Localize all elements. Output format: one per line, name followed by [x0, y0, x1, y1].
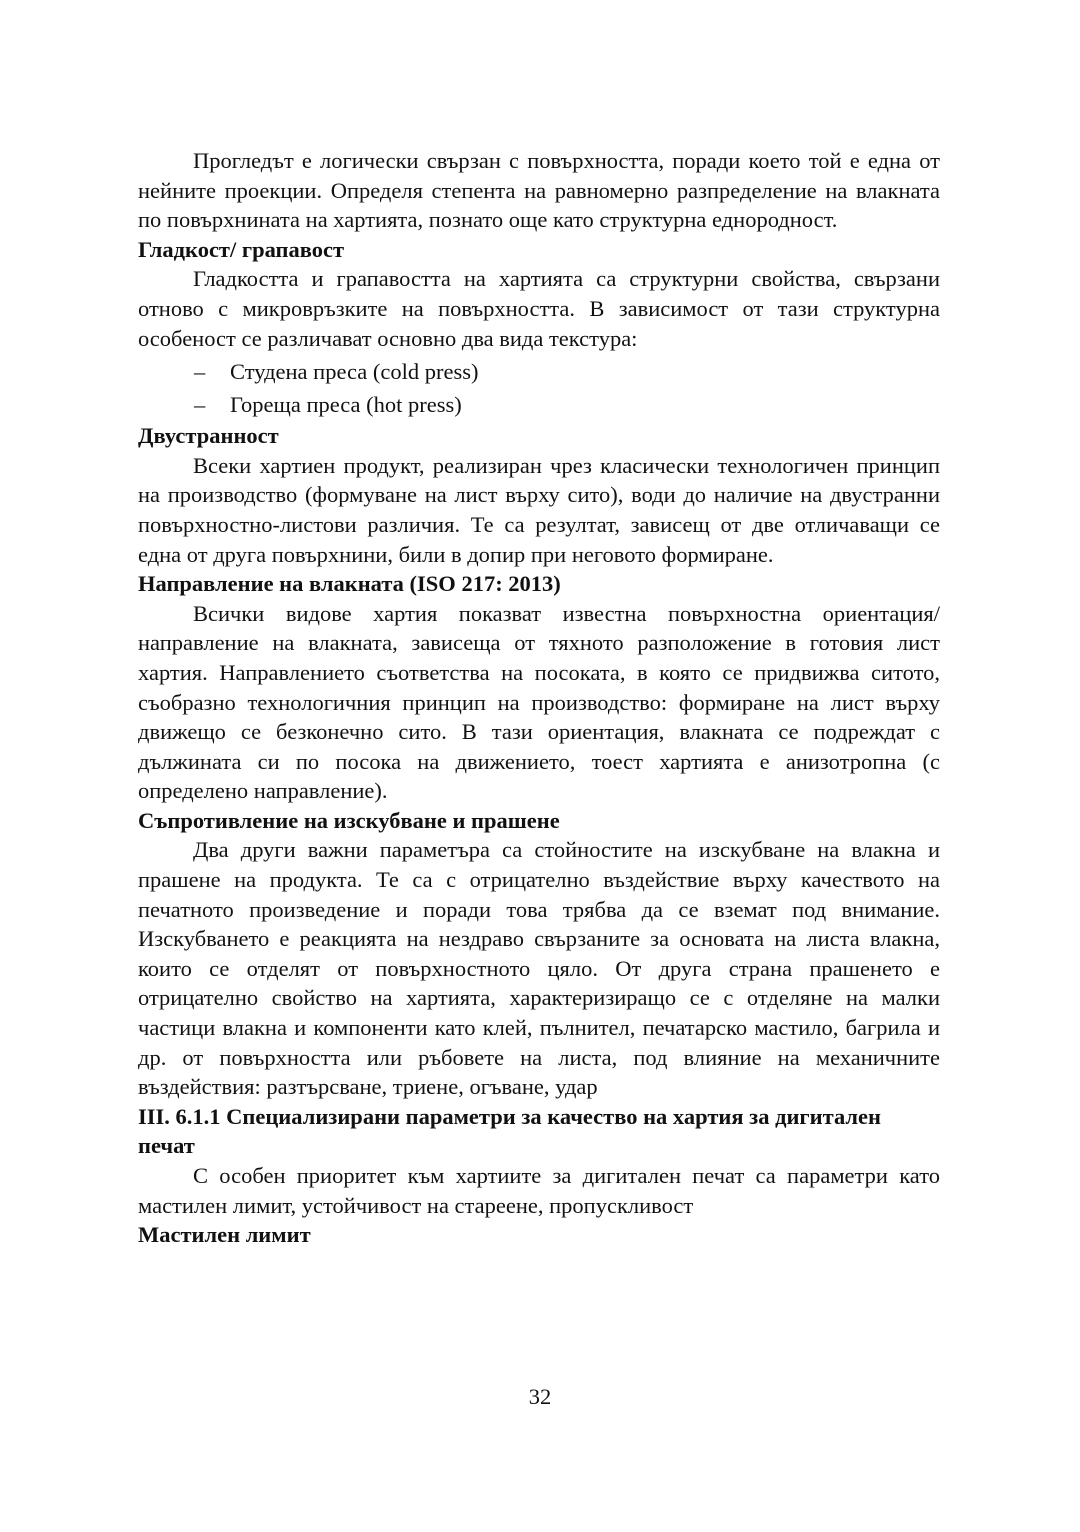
paragraph-resistance: Два други важни параметъра са стойностите на изскубване на влакна и прашене на продукта. Те са с отрицателно въздействие върху качеството на печатното произведение и поради това трябва да се вземат под внимание. Изскубването е реакцията на нездраво свързаните за основата на листа влакна, които се отделят от повърхностното цяло. От друга страна прашенето е отрицателно свойство на хартията, характеризиращо се с отделяне на малки частици влакна и компоненти като клей, пълнител, печатарско мастило, багрила и др. от повърхността или ръбовете на листа, под влияние на механичните въздействия: разтърсване, триене, огъване, удар	[138, 837, 940, 1100]
paragraph-smoothness: Гладкостта и грапавостта на хартията са структурни свойства, свързани отново с микровръзките на повърхността. В зависимост от тази структурна особеност се различават основно два вида текстура:	[138, 266, 940, 351]
list-item-text: Студена преса (cold press)	[230, 359, 479, 385]
document-page	[138, 146, 940, 1250]
heading-fiber-direction: Направление на влакната (ISO 217: 2013)	[138, 571, 561, 597]
list-item-text: Гореща преса (hot press)	[230, 392, 462, 418]
paragraph-view: Прогледът е логически свързан с повърхността, поради което той е една от нейните проекции. Определя степента на равномерно разпределение на влакната по повърхнината на хартията, познато още като структурна еднородност.	[138, 148, 940, 233]
heading-ink-limit: Мастилен лимит	[138, 1222, 311, 1248]
heading-section: III. 6.1.1 Специализирани параметри за качество на хартия за дигитален печат	[138, 1103, 881, 1159]
paragraph-two-sidedness: Всеки хартиен продукт, реализиран чрез класически технологичен принцип на производство (формуване на лист върху сито), води до наличие на двустранни повърхностно-листови различия. Те са резултат, зависещ от две отличаващи се една от друга повърхнини, били в допир при неговото формиране.	[138, 452, 940, 567]
paragraph-digital-print: С особен приоритет към хартиите за дигитален печат са параметри като мастилен лимит, устойчивост на стареене, пропускливост	[138, 1163, 940, 1218]
heading-resistance: Съпротивление на изскубване и прашене	[138, 807, 560, 833]
heading-two-sidedness: Двустранност	[138, 423, 279, 449]
list-item	[138, 355, 940, 388]
dash-bullet: –	[194, 392, 206, 418]
heading-smoothness: Гладкост/ грапавост	[138, 236, 345, 262]
paragraph-fiber-direction: Всички видове хартия показват известна повърхностна ориентация/ направление на влакната, зависеща от тяхното разположение в готовия лист хартия. Направлението съответства на посоката, в която се придвижва ситото, съобразно технологичния принцип на производство: формиране на лист върху движещо се безконечно сито. В тази ориентация, влакната се подреждат с дължината си по посока на движението, тоест хартията е анизотропна (с определено направление).	[138, 600, 940, 804]
list-item	[138, 388, 940, 421]
page-number: 32	[528, 1384, 552, 1409]
texture-list	[138, 355, 940, 421]
dash-bullet: –	[194, 359, 206, 385]
